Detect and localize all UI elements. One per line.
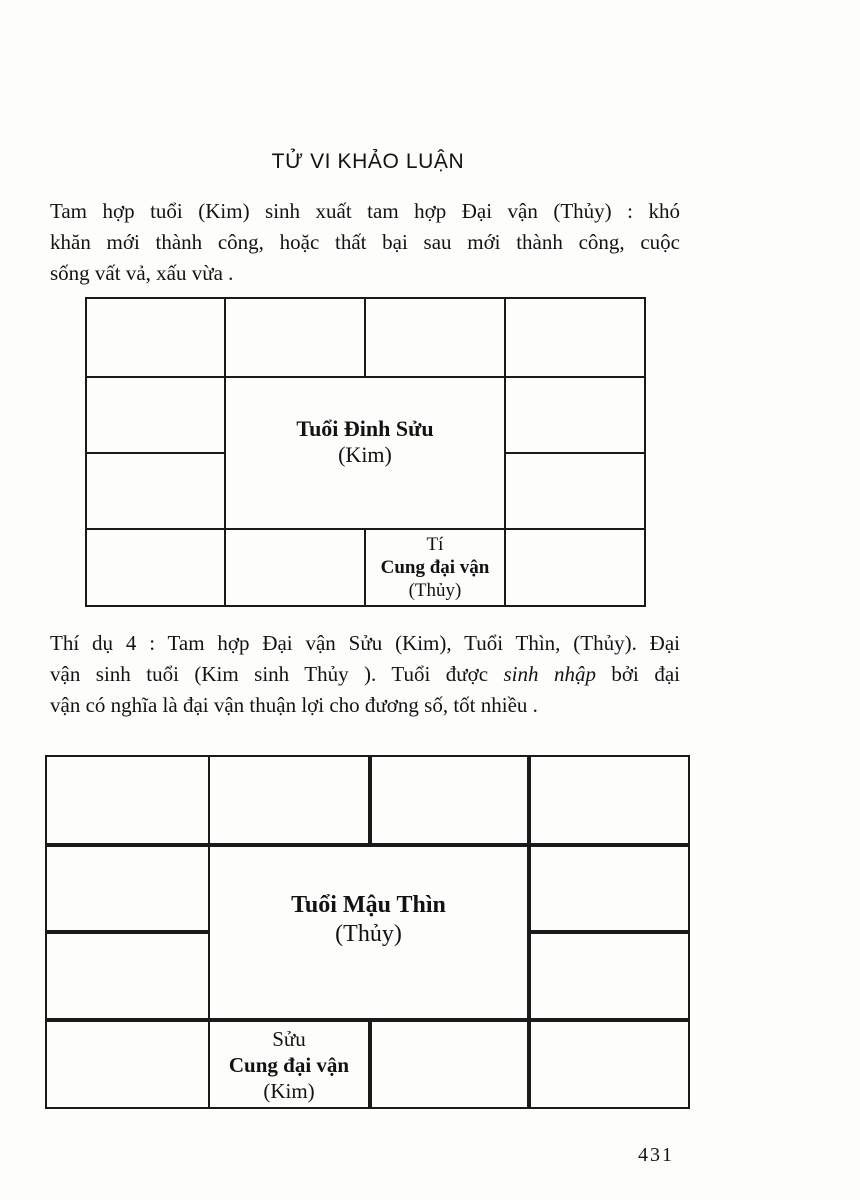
palace-cell: [506, 454, 644, 528]
center-age-cell: [210, 847, 527, 1018]
palace-cell: [372, 1022, 527, 1107]
paragraph-2-line-2-pre: vận sinh tuổi (Kim sinh Thủy ). Tuổi được: [50, 662, 504, 686]
page-number: 431: [638, 1144, 674, 1166]
center-age-cell: [226, 378, 504, 528]
page-title: TỬ VI KHẢO LUẬN: [271, 150, 465, 173]
palace-cell: [372, 757, 527, 843]
palace-cell: [87, 530, 224, 605]
palace-cell: [531, 757, 688, 843]
palace-cell: [87, 299, 224, 376]
palace-cell: [531, 847, 688, 930]
cung-dai-van-label: Cung đại vận: [228, 1053, 350, 1077]
dai-van-element-label: (Kim): [263, 1079, 315, 1103]
center-age-text: [226, 378, 504, 468]
paragraph-1-line-1: Tam hợp tuổi (Kim) sinh xuất tam hợp Đại vận (Thủy) : khó: [50, 199, 680, 223]
tuvi-chart-2: [45, 755, 690, 1109]
palace-cell: [506, 530, 644, 605]
dai-van-element-label: (Thủy): [408, 580, 462, 601]
palace-cell: [531, 934, 688, 1018]
branch-label: Tí: [426, 534, 444, 555]
palace-cell: [47, 757, 208, 843]
palace-cell: [506, 378, 644, 452]
age-element-label: (Kim): [338, 442, 392, 467]
paragraph-2-line-1: Thí dụ 4 : Tam hợp Đại vận Sửu (Kim), Tuổi Thìn, (Thủy). Đại: [50, 631, 680, 655]
palace-cell: [47, 847, 208, 930]
branch-label: Sửu: [272, 1027, 306, 1051]
dai-van-text: [366, 530, 504, 602]
palace-cell: [87, 454, 224, 528]
center-age-text: [210, 847, 527, 949]
paragraph-1: [50, 196, 680, 289]
cung-dai-van-label: Cung đại vận: [380, 557, 490, 578]
age-element-label: (Thủy): [335, 921, 402, 947]
palace-cell: [531, 1022, 688, 1107]
palace-cell: [47, 1022, 208, 1107]
tuvi-chart-1: [85, 297, 646, 607]
paragraph-2: [50, 628, 680, 721]
dai-van-cell: [366, 530, 504, 605]
dai-van-cell: [210, 1022, 368, 1107]
age-name-label: Tuổi Đinh Sửu: [296, 416, 434, 441]
paragraph-2-line-3: vận có nghĩa là đại vận thuận lợi cho đương số, tốt nhiều .: [50, 693, 538, 717]
sinh-nhap-italic: sinh nhập: [503, 662, 596, 686]
paragraph-1-line-3: sống vất vả, xấu vừa .: [50, 261, 234, 285]
dai-van-text: [210, 1022, 368, 1104]
age-name-label: Tuổi Mậu Thìn: [291, 892, 446, 918]
palace-cell: [366, 299, 504, 376]
palace-cell: [506, 299, 644, 376]
palace-cell: [226, 299, 364, 376]
paragraph-1-line-2: khăn mới thành công, hoặc thất bại sau mới thành công, cuộc: [50, 230, 680, 254]
paragraph-2-line-2: [50, 659, 680, 690]
palace-cell: [226, 530, 364, 605]
palace-cell: [87, 378, 224, 452]
palace-cell: [210, 757, 368, 843]
palace-cell: [47, 934, 208, 1018]
paragraph-2-line-2-post: bởi đại: [595, 662, 680, 686]
